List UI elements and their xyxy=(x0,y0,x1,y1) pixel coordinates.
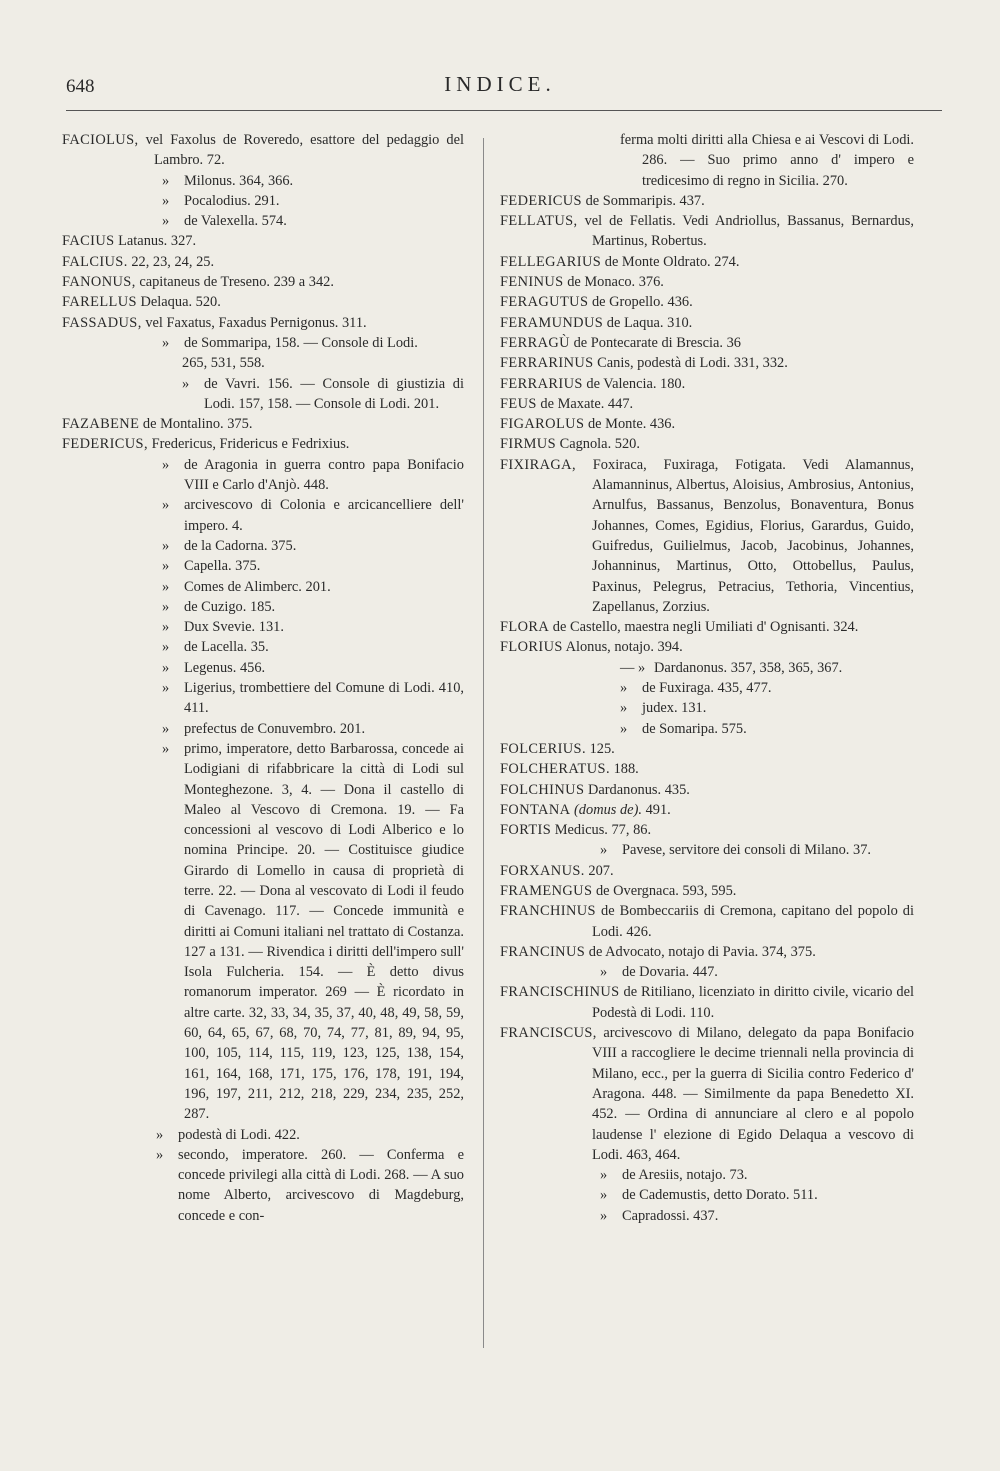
ditto-mark: » xyxy=(162,740,170,757)
entry-headword: FONTANA xyxy=(500,801,571,818)
entry-text: de Advocato, notajo di Pavia. 374, 375. xyxy=(588,943,816,960)
entry-headword: FACIOLUS, xyxy=(62,132,139,148)
index-entry xyxy=(500,434,914,454)
ditto-mark: » xyxy=(156,1146,164,1163)
entry-text: 188. xyxy=(613,761,639,778)
entry-text: de Laqua. 310. xyxy=(606,314,693,331)
entry-text: capitaneus de Treseno. 239 a 342. xyxy=(139,274,334,291)
entry-text: Capella. 375. xyxy=(184,558,261,575)
entry-text: de Sommaripa, 158. — Console di Lodi. xyxy=(184,334,418,351)
ditto-mark: » xyxy=(162,172,170,189)
entry-text: Dardanonus. 357, 358, 365, 367. xyxy=(654,659,843,676)
index-entry xyxy=(500,211,914,252)
index-entry xyxy=(500,333,914,353)
index-entry xyxy=(500,292,914,312)
ditto-mark: » xyxy=(162,456,170,473)
index-subentry xyxy=(62,678,464,719)
entry-headword: FERRARIUS xyxy=(500,375,583,392)
index-entry xyxy=(62,434,464,454)
ditto-mark: » xyxy=(600,1167,608,1184)
entry-text: Dux Svevie. 131. xyxy=(184,619,284,636)
ditto-mark: » xyxy=(162,680,170,697)
index-subentry xyxy=(500,658,914,678)
ditto-mark: » xyxy=(162,720,170,737)
index-entry xyxy=(500,617,914,637)
index-right-column xyxy=(500,130,914,1226)
index-subentry xyxy=(62,333,464,353)
entry-text: Legenus. 456. xyxy=(184,659,266,676)
index-subentry xyxy=(62,739,464,1125)
entry-headword: FAZABENE xyxy=(62,416,140,433)
index-entry xyxy=(500,414,914,434)
index-entry xyxy=(62,272,464,292)
entry-headword: FLORIUS xyxy=(500,639,563,656)
index-subentry xyxy=(500,678,914,698)
index-entry xyxy=(500,982,914,1023)
index-entry xyxy=(500,881,914,901)
entry-headword: FELLATUS, xyxy=(500,213,578,230)
entry-text: prefectus de Conuvembro. 201. xyxy=(184,720,366,737)
index-subentry xyxy=(62,353,464,373)
entry-text: de Gropello. 436. xyxy=(591,294,693,311)
ditto-mark: » xyxy=(600,964,608,981)
entry-headword: FARELLUS xyxy=(62,294,137,311)
entry-text: arcivescovo di Milano, delegato da papa Bonifacio VIII a raccogliere le decime triennali nella provincia di Milano, ecc., per la guerra di Sicilia contro Federico d' Aragona. 448. — Similmente da papa Benedetto XI. 452. — Ordina di annunciare al clero e al popolo laudense l' elezione di Egido Delaqua a vescovo di Lodi. 463, 464. xyxy=(592,1025,914,1163)
index-subentry xyxy=(62,191,464,211)
entry-text: de Monte. 436. xyxy=(587,416,676,433)
index-entry xyxy=(62,313,464,333)
entry-text: 265, 531, 558. xyxy=(182,355,265,372)
entry-headword: FLORA xyxy=(500,619,550,636)
index-subentry xyxy=(62,211,464,231)
entry-headword: FRANCISCUS, xyxy=(500,1025,597,1042)
entry-headword: FENINUS xyxy=(500,274,564,291)
index-subentry xyxy=(62,495,464,536)
index-subentry xyxy=(62,556,464,576)
entry-text: de Aresiis, notajo. 73. xyxy=(622,1167,748,1184)
entry-text: de Monaco. 376. xyxy=(567,274,664,291)
entry-text: judex. 131. xyxy=(642,700,707,717)
entry-text: de Fuxiraga. 435, 477. xyxy=(642,680,772,697)
entry-text: Foxiraca, Fuxiraga, Fotigata. Vedi Alamannus, Alamanninus, Albertus, Aloisius, Ambrosius, Antonius, Arnulfus, Bassanus, Benzolus, Bonaventura, Bonus Johannes, Comes, Egidius, Florius, Garardus, Guido, Guifredus, Guilielmus, Jacob, Jacobinus, Johannes, Johanninus, Martinus, Otto, Ottobellus, Paulus, Paxinus, Pelegrus, Petracius, Tethoria, Vincentius, Zapellanus, Zorzius. xyxy=(592,456,914,615)
entry-text: de Overgnaca. 593, 595. xyxy=(595,882,737,899)
entry-headword: FIRMUS xyxy=(500,436,556,453)
entry-headword: FELLEGARIUS xyxy=(500,253,602,270)
entry-headword: FACIUS xyxy=(62,233,115,250)
index-entry xyxy=(500,942,914,962)
header-rule xyxy=(66,110,942,111)
page-number: 648 xyxy=(66,76,95,97)
entry-headword: FOLCHERATUS. xyxy=(500,761,610,778)
entry-text: de Montalino. 375. xyxy=(142,416,253,433)
entry-headword: FEDERICUS, xyxy=(62,436,148,453)
entry-headword: FASSADUS, xyxy=(62,314,142,331)
entry-headword: FERRAGÙ xyxy=(500,334,570,351)
index-left-column xyxy=(62,130,464,1226)
ditto-mark: — » xyxy=(620,659,646,676)
ditto-mark: » xyxy=(162,497,170,514)
entry-text: de Somaripa. 575. xyxy=(642,720,747,737)
entry-text: Delaqua. 520. xyxy=(140,294,221,311)
ditto-mark: » xyxy=(162,558,170,575)
entry-text: de Lacella. 35. xyxy=(184,639,269,656)
index-subentry xyxy=(62,455,464,496)
entry-text: vel Faxatus, Faxadus Pernigonus. 311. xyxy=(145,314,367,331)
entry-text: de Ritiliano, licenziato in diritto civile, vicario del Podestà di Lodi. 110. xyxy=(592,984,914,1021)
index-entry xyxy=(500,637,914,657)
entry-headword: FANONUS, xyxy=(62,274,136,291)
entry-text: 22, 23, 24, 25. xyxy=(131,253,215,270)
ditto-mark: » xyxy=(182,375,190,392)
index-entry xyxy=(500,800,914,820)
index-subentry xyxy=(500,962,914,982)
entry-text: Capradossi. 437. xyxy=(622,1207,719,1224)
entry-headword: FEUS xyxy=(500,395,537,412)
index-entry xyxy=(500,901,914,942)
entry-text: vel Faxolus de Roveredo, esattore del pedaggio del Lambro. 72. xyxy=(145,132,464,169)
index-entry xyxy=(500,455,914,617)
entry-headword: FEDERICUS xyxy=(500,192,582,209)
ditto-mark: » xyxy=(600,1207,608,1224)
entry-text: ferma molti diritti alla Chiesa e ai Vescovi di Lodi. 286. — Suo primo anno d' impero e tredicesimo di regno in Sicilia. 270. xyxy=(620,132,914,189)
entry-text: de Cuzigo. 185. xyxy=(184,598,276,615)
ditto-mark: » xyxy=(162,659,170,676)
entry-text: secondo, imperatore. 260. — Conferma e concede privilegi alla città di Lodi. 268. — A suo nome Alberto, arcivescovo di Magdeburg, concede e con- xyxy=(178,1146,464,1224)
index-subentry xyxy=(62,617,464,637)
entry-text: primo, imperatore, detto Barbarossa, concede ai Lodigiani di rifabbricare la città di Lodi sul Monteghezone. 3, 4. — Dona il castello di Maleo al Vescovo di Cremona. 19. — Fa concessioni al vescovo di Lodi Alberico e lo nomina Principe. 20. — Costituisce giudice Girardo di Lomello in causa di proprietà di terre. 22. — Dona al vescovato di Lodi il feudo di Cavenago. 117. — Concede immunità e diritti ai Comuni italiani nel trattato di Costanza. 127 a 131. — Rivendica i diritti dell'impero sull' Isola Fulcheria. 154. — È detto divus romanorum imperator. 269 — È ricordato in altre carte. 32, 33, 34, 35, 37, 40, 48, 49, 58, 59, 60, 64, 65, 67, 68, 70, 74, 77, 81, 89, 94, 95, 100, 105, 114, 115, 119, 123, 125, 138, 154, 161, 164, 168, 171, 175, 176, 178, 191, 194, 196, 197, 211, 212, 218, 229, 234, 235, 252, 287. xyxy=(184,740,464,1123)
entry-text: de Dovaria. 447. xyxy=(622,964,718,981)
entry-headword: FRAMENGUS xyxy=(500,882,593,899)
index-entry xyxy=(500,1023,914,1165)
entry-text: de Pontecarate di Brescia. 36 xyxy=(573,334,742,351)
index-subentry xyxy=(62,536,464,556)
entry-text: arcivescovo di Colonia e arcicancelliere dell' impero. 4. xyxy=(184,497,464,534)
entry-text: de Maxate. 447. xyxy=(540,395,634,412)
index-subentry xyxy=(500,1185,914,1205)
index-entry xyxy=(500,739,914,759)
entry-headword: FERAGUTUS xyxy=(500,294,589,311)
index-subentry xyxy=(62,577,464,597)
entry-text: 125. xyxy=(589,740,615,757)
entry-headword: FOLCHINUS xyxy=(500,781,585,798)
index-subentry xyxy=(62,171,464,191)
entry-text: Alonus, notajo. 394. xyxy=(565,639,683,656)
entry-headword: FIXIRAGA, xyxy=(500,456,576,473)
index-entry xyxy=(62,231,464,251)
entry-text: Milonus. 364, 366. xyxy=(184,172,294,189)
index-entry xyxy=(62,414,464,434)
entry-text: Dardanonus. 435. xyxy=(587,781,690,798)
entry-text: Comes de Alimberc. 201. xyxy=(184,578,331,595)
index-entry xyxy=(62,292,464,312)
entry-headword: FRANCHINUS xyxy=(500,903,596,920)
entry-headword: FORTIS xyxy=(500,822,552,839)
ditto-mark: » xyxy=(162,598,170,615)
ditto-mark: » xyxy=(162,639,170,656)
index-subentry xyxy=(500,698,914,718)
entry-text: (domus de). 491. xyxy=(574,801,671,818)
ditto-mark: » xyxy=(162,213,170,230)
entry-text: Ligerius, trombettiere del Comune di Lodi. 410, 411. xyxy=(184,680,464,717)
entry-headword: FRANCISCHINUS xyxy=(500,984,620,1001)
entry-headword: FIGAROLUS xyxy=(500,416,585,433)
entry-headword: FOLCERIUS. xyxy=(500,740,586,757)
entry-text: Cagnola. 520. xyxy=(559,436,640,453)
ditto-mark: » xyxy=(162,537,170,554)
index-subentry xyxy=(500,130,914,191)
column-divider xyxy=(483,138,484,1348)
index-entry xyxy=(500,780,914,800)
ditto-mark: » xyxy=(162,334,170,351)
index-subentry xyxy=(62,1145,464,1226)
ditto-mark: » xyxy=(600,1187,608,1204)
index-entry xyxy=(500,759,914,779)
index-entry xyxy=(500,272,914,292)
index-entry xyxy=(500,861,914,881)
index-entry xyxy=(500,353,914,373)
entry-text: de Vavri. 156. — Console di giustizia di Lodi. 157, 158. — Console di Lodi. 201. xyxy=(204,375,464,412)
ditto-mark: » xyxy=(620,700,628,717)
page-title: INDICE. xyxy=(444,72,556,96)
index-subentry xyxy=(62,658,464,678)
ditto-mark: » xyxy=(162,192,170,209)
entry-text: 207. xyxy=(588,862,614,879)
ditto-mark: » xyxy=(600,842,608,859)
entry-headword: FALCIUS. xyxy=(62,253,128,270)
entry-text: de Bombeccariis di Cremona, capitano del popolo di Lodi. 426. xyxy=(592,903,914,940)
ditto-mark: » xyxy=(620,720,628,737)
entry-headword: FERRARINUS xyxy=(500,355,594,372)
entry-text: de la Cadorna. 375. xyxy=(184,537,297,554)
entry-text: de Cademustis, detto Dorato. 511. xyxy=(622,1187,818,1204)
entry-text: de Monte Oldrato. 274. xyxy=(604,253,740,270)
index-subentry xyxy=(62,374,464,415)
index-entry xyxy=(500,252,914,272)
entry-text: Pavese, servitore dei consoli di Milano. 37. xyxy=(622,842,871,859)
entry-text: vel de Fellatis. Vedi Andriollus, Bassanus, Bernardus, Martinus, Robertus. xyxy=(584,213,914,250)
index-entry xyxy=(500,191,914,211)
entry-text: de Aragonia in guerra contro papa Bonifacio VIII e Carlo d'Anjò. 448. xyxy=(184,456,464,494)
index-subentry xyxy=(62,719,464,739)
index-subentry xyxy=(62,637,464,657)
entry-text: de Valencia. 180. xyxy=(586,375,686,392)
entry-text: de Valexella. 574. xyxy=(184,213,287,230)
index-subentry xyxy=(500,719,914,739)
entry-text: Canis, podestà di Lodi. 331, 332. xyxy=(597,355,788,372)
index-entry xyxy=(500,313,914,333)
ditto-mark: » xyxy=(620,680,628,697)
entry-text: Pocalodius. 291. xyxy=(184,192,280,209)
ditto-mark: » xyxy=(156,1126,164,1143)
index-subentry xyxy=(62,1125,464,1145)
entry-text: de Castello, maestra negli Umiliati d' Ognisanti. 324. xyxy=(552,619,859,636)
index-subentry xyxy=(500,840,914,860)
index-entry xyxy=(500,374,914,394)
entry-text: Latanus. 327. xyxy=(118,233,197,250)
index-subentry xyxy=(500,1206,914,1226)
ditto-mark: » xyxy=(162,619,170,636)
index-entry xyxy=(62,130,464,171)
index-entry xyxy=(62,252,464,272)
entry-text: de Sommaripis. 437. xyxy=(585,192,705,209)
entry-text: Medicus. 77, 86. xyxy=(554,822,652,839)
index-subentry xyxy=(62,597,464,617)
ditto-mark: » xyxy=(162,578,170,595)
entry-text: Fredericus, Fridericus e Fedrixius. xyxy=(151,436,350,453)
index-subentry xyxy=(500,1165,914,1185)
entry-headword: FORXANUS. xyxy=(500,862,585,879)
index-entry xyxy=(500,394,914,414)
entry-headword: FERAMUNDUS xyxy=(500,314,604,331)
entry-text: podestà di Lodi. 422. xyxy=(178,1126,300,1143)
entry-headword: FRANCINUS xyxy=(500,943,586,960)
index-entry xyxy=(500,820,914,840)
